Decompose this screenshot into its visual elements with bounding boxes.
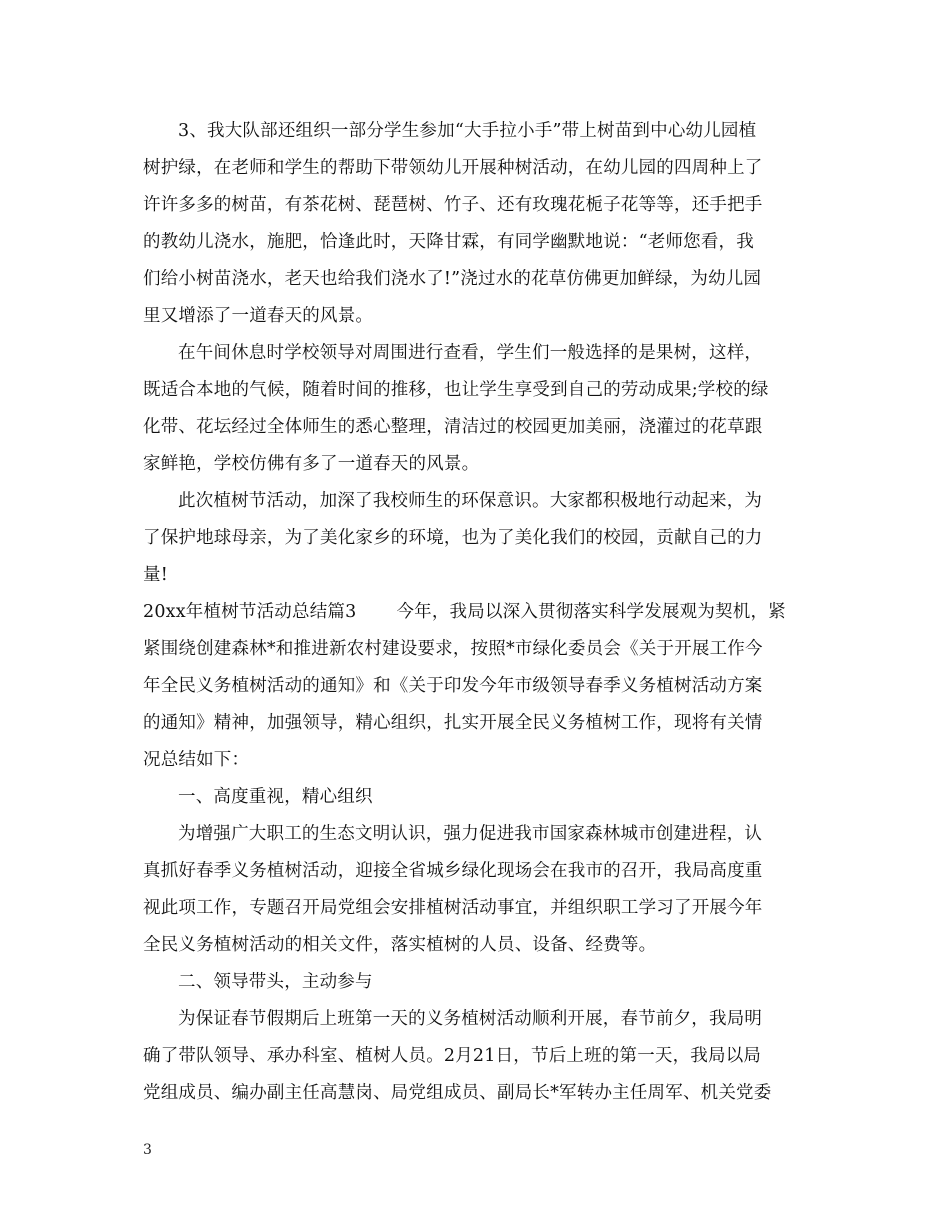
text-line: 树护绿，在老师和学生的帮助下带领幼儿开展种树活动，在幼儿园的四周种上了 [143, 158, 763, 178]
text-line: 党组成员、编办副主任高慧岗、局党组成员、副局长*军转办主任周军、机关党委 [143, 1083, 772, 1103]
section-heading-line [143, 594, 811, 631]
text-line: 为保证春节假期后上班第一天的义务植树活动顺利开展，春节前夕，我局明 [178, 1009, 763, 1029]
text-line: 此次植树节活动，加深了我校师生的环保意识。大家都积极地行动起来，为 [178, 491, 763, 511]
text-line: 家鲜艳，学校仿佛有多了一道春天的风景。 [143, 454, 480, 474]
text-line: 为增强广大职工的生态文明认识，强力促进我市国家森林城市创建进程，认 [178, 824, 763, 844]
text-line: 紧围绕创建森林*和推进新农村建设要求，按照*市绿化委员会《关于开展工作今 [143, 639, 763, 659]
article-title: 20xx年植树节活动总结篇3 [143, 602, 357, 622]
text-line: 全民义务植树活动的相关文件，落实植树的人员、设备、经费等。 [143, 935, 657, 955]
section-heading: 一、高度重视，精心组织 [178, 787, 373, 807]
text-line: 的通知》精神，加强领导，精心组织，扎实开展全民义务植树工作，现将有关情 [143, 713, 763, 733]
text-line: 况总结如下： [143, 750, 250, 770]
text-line: 真抓好春季义务植树活动，迎接全省城乡绿化现场会在我市的召开，我局高度重 [143, 861, 763, 881]
text-line: 视此项工作，专题召开局党组会安排植树活动事宜，并组织职工学习了开展今年 [143, 898, 763, 918]
document-body [143, 113, 811, 1112]
text-line: 3、我大队部还组织一部分学生参加“大手拉小手”带上树苗到中心幼儿园植 [178, 121, 757, 141]
section-heading: 二、领导带头，主动参与 [178, 972, 373, 992]
text-line: 量! [143, 565, 168, 585]
text-line: 许许多多的树苗，有茶花树、琵琶树、竹子、还有玫瑰花栀子花等等，还手把手 [143, 195, 763, 215]
text-line: 在午间休息时学校领导对周围进行查看，学生们一般选择的是果树，这样， [178, 343, 763, 363]
text-line: 的教幼儿浇水，施肥，恰逢此时，天降甘霖，有同学幽默地说：“老师您看，我 [143, 232, 754, 252]
text-line: 既适合本地的气候，随着时间的推移，也让学生享受到自己的劳动成果;学校的绿 [143, 380, 769, 400]
text-line: 年全民义务植树活动的通知》和《关于印发今年市级领导春季义务植树活动方案 [143, 676, 763, 696]
text-line: 了保护地球母亲，为了美化家乡的环境，也为了美化我们的校园，贡献自己的力 [143, 528, 763, 548]
page-number: 3 [143, 1142, 152, 1158]
text-line: 里又增添了一道春天的风景。 [143, 306, 374, 326]
text-line: 今年，我局以深入贯彻落实科学发展观为契机，紧 [396, 602, 786, 622]
text-line: 化带、花坛经过全体师生的悉心整理，清洁过的校园更加美丽，浇灌过的花草跟 [143, 417, 763, 437]
text-line: 确了带队领导、承办科室、植树人员。2月21日，节后上班的第一天，我局以局 [143, 1046, 762, 1066]
text-line: 们给小树苗浇水，老天也给我们浇水了!”浇过水的花草仿佛更加鲜绿，为幼儿园 [143, 269, 762, 289]
